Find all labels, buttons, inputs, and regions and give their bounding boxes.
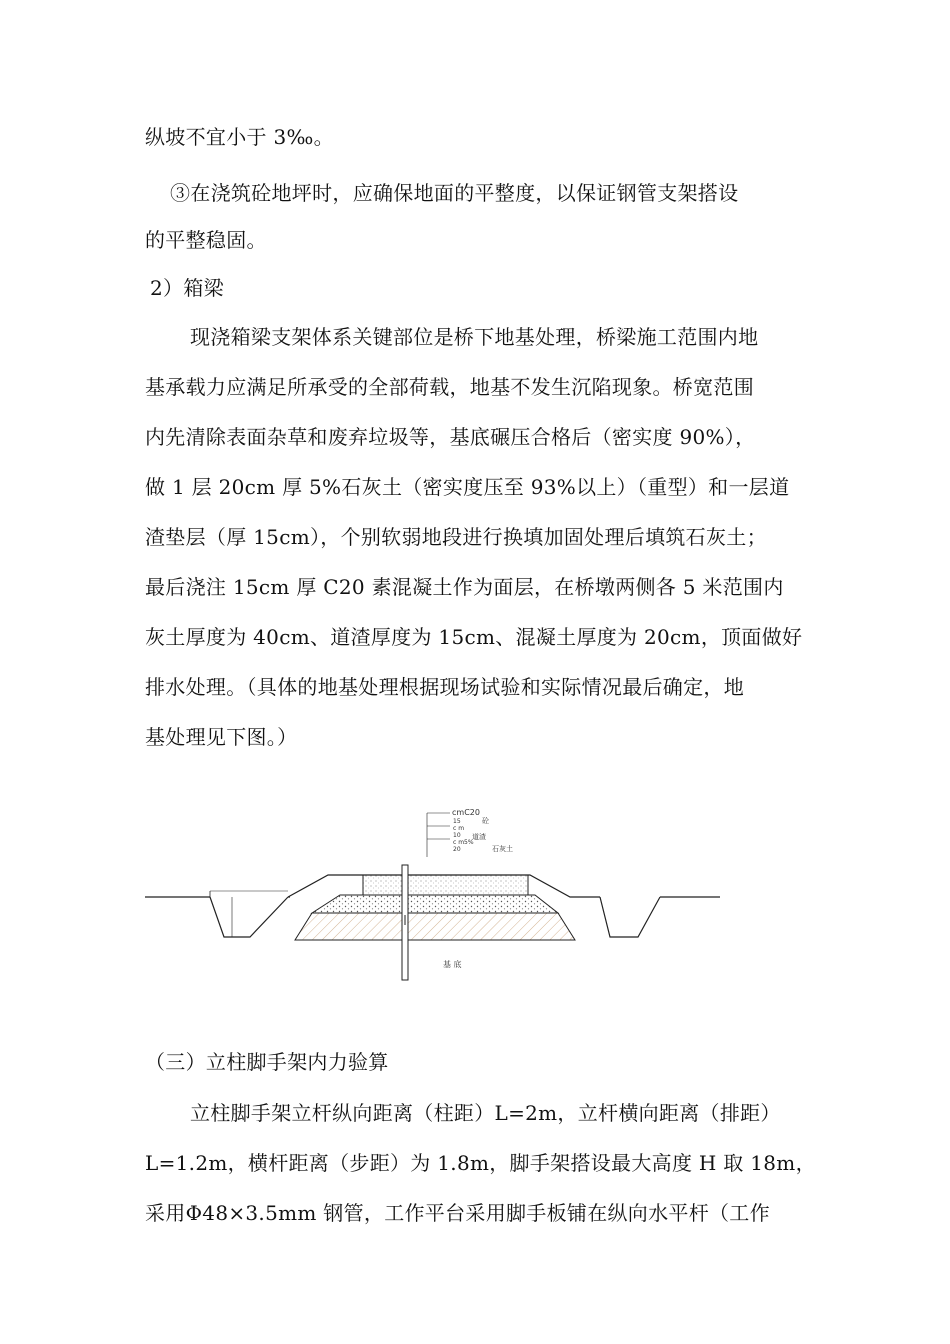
label-lime-soil: 石灰土 — [492, 845, 513, 853]
concrete-layer — [363, 875, 528, 895]
label-cm5: c m5% — [453, 839, 474, 846]
right-ditch — [600, 897, 660, 937]
paragraph-line: ③在浇筑砼地坪时，应确保地面的平整度，以保证钢管支架搭设 — [170, 181, 739, 205]
paragraph-line: 做 1 层 20cm 厚 5%石灰土（密实度压至 93%以上）（重型）和一层道 — [145, 475, 790, 499]
section-heading: （三）立柱脚手架内力验算 — [145, 1050, 389, 1074]
section-line: L=1.2m，横杆距离（步距）为 1.8m，脚手架搭设最大高度 H 取 18m， — [145, 1151, 816, 1175]
paragraph-line: 的平整稳固。 — [145, 228, 267, 252]
paragraph-line: 灰土厚度为 40cm、道渣厚度为 15cm、混凝土厚度为 20cm，顶面做好 — [145, 625, 803, 649]
label-15: 15 — [453, 818, 461, 825]
paragraph-line: 基处理见下图。） — [145, 725, 298, 749]
label-20: 20 — [453, 846, 461, 853]
label-ballast: 道渣 — [472, 833, 486, 841]
paragraph-line: 渣垫层（厚 15cm），个别软弱地段进行换填加固处理后填筑石灰土； — [145, 525, 767, 549]
label-base: 基 底 — [443, 960, 462, 969]
label-cm: c m — [453, 825, 465, 832]
ballast-layer — [312, 895, 558, 913]
paragraph-line: 内先清除表面杂草和废弃垃圾等，基底碾压合格后（密实度 90%）， — [145, 425, 756, 449]
section-line: 采用Φ48×3.5mm 钢管，工作平台采用脚手板铺在纵向水平杆（工作 — [145, 1201, 770, 1225]
lime-soil-layer — [295, 913, 575, 940]
paragraph-line: 现浇箱梁支架体系关键部位是桥下地基处理，桥梁施工范围内地 — [190, 325, 759, 349]
paragraph-line: 排水处理。（具体的地基处理根据现场试验和实际情况最后确定，地 — [145, 675, 744, 699]
label-10: 10 — [453, 832, 461, 839]
label-c20: cmC20 — [452, 808, 480, 817]
paragraph-line: 基承载力应满足所承受的全部荷载，地基不发生沉陷现象。桥宽范围 — [145, 375, 754, 399]
paragraph-line: 纵坡不宜小于 3‰。 — [145, 125, 334, 149]
section-line: 立柱脚手架立杆纵向距离（柱距）L=2m，立杆横向距离（排距） — [190, 1101, 781, 1125]
paragraph-line: 最后浇注 15cm 厚 C20 素混凝土作为面层，在桥墩两侧各 5 米范围内 — [145, 575, 784, 599]
left-ditch — [210, 897, 288, 937]
foundation-section-diagram — [140, 795, 730, 995]
label-concrete: 砼 — [482, 817, 489, 825]
subheading-box-girder: 2）箱梁 — [150, 276, 224, 300]
